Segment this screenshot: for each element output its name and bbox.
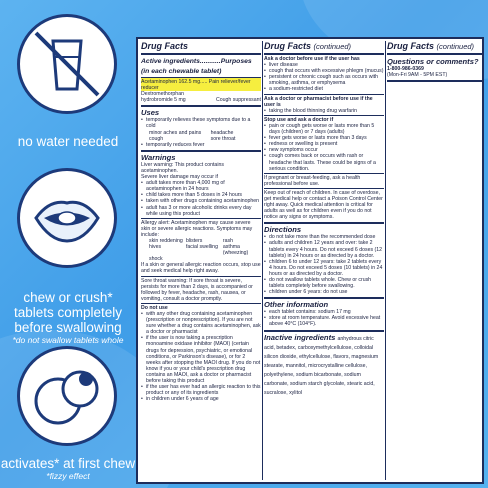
ask-pharmacist-item: • taking the blood thinning drug warfarin — [264, 108, 384, 114]
active-ingredients-sub: (in each chewable tablet) — [141, 68, 222, 75]
allergy-symptoms: skin reddening blisters rash hives facial swelling asthma (wheezing) shock — [149, 237, 249, 263]
ingredient-dextro: Dextromethorphan — [141, 91, 184, 98]
column-divider — [262, 41, 263, 480]
feature-column — [0, 0, 136, 488]
ask-doctor-list: • liver disease • cough that occurs with excessive phlegm (mucus) • persistent or chronic cough such as occurs with smoking, asthma, or emphysema • a sodium-restricted diet — [264, 62, 384, 92]
inactive-ingredients: Inactive ingredients anhydrous citric acid, betadex, carboxymethylcellulose, colloidal silicon dioxide, ethylcellulose, flavors, magnesium stearate, mannitol, microcrystalline cellulose, polyethylene, sodium bicarbonate, sodium carbonate, sodium starch glycolate, stearic acid, sucralose, xylitol — [264, 330, 384, 397]
no-glass-icon — [17, 14, 117, 114]
drug-facts-title-cont: Drug Facts (continued) — [264, 41, 384, 55]
keep-out-of-reach: Keep out of reach of children. In case of overdose, get medical help or contact a Poison Control Center right away. Quick medical attention is critical for adults as well as for children even if you do not notice any signs or symptoms. — [264, 189, 383, 221]
warnings-heading: Warnings — [141, 150, 261, 162]
mouth-tablet-icon — [17, 168, 117, 268]
active-ingredients-heading: Active ingredients...........Purposes — [141, 58, 252, 65]
liver-warning: Liver warning: This product contains acetaminophen. Severe liver damage may occur if — [141, 161, 224, 181]
phone-number: 1-800-986-0369 — [387, 66, 424, 72]
ingredient-dextro-row: hydrobromide 5 mg Cough suppressant — [141, 97, 261, 104]
do-not-use-list: • with any other drug containing acetaminophen (prescription or nonprescription). If you are not sure whether a drug contains acetaminophen, ask a doctor or pharmacist • if the user is now taking a prescription monoamine oxidase inhibitor (MAOI) (certain drugs for depression, psychiatric, or emotional conditions, or Parkinson's disease), or for 2 weeks after stopping the MAOI drug. If you do not know if you or your child's prescription drug contains an MAOI, ask a doctor or pharmacist before taking this product • if the user has ever had an allergic reaction to this product or any of its ingredients • in children under 6 years of age — [141, 311, 261, 402]
drug-facts-title: Drug Facts — [141, 41, 261, 55]
drug-facts-title-cont-2: Drug Facts (continued) — [387, 41, 483, 55]
other-info-heading: Other information — [264, 297, 384, 309]
uses-heading: Uses — [141, 105, 261, 117]
liver-list: • adult takes more than 4,000 mg of acetaminophen in 24 hours • child takes more than 5 doses in 24 hours • taken with other drugs containing acetaminophen • adult has 3 or more alcoholic drinks every day while using this product — [141, 180, 261, 217]
drug-facts-column-3 — [387, 41, 483, 480]
column-divider — [385, 41, 386, 480]
drug-facts-column-1: Drug Facts Active ingredients...........Purposes (in each chewable tablet) Acetaminophen 162.5 mg..... Pain reliever/fever reducer Dextromethorphan hydrobromide 5 mg Cough suppressant Uses • temporarily relieves these symptoms due to a cold minor aches and pains headache cough sore throat • temporarily reduces fever Warnings Liver warning: This product contains acetaminophen. Severe liver damage may occur if • adult takes more than 4,000 mg of acetaminophen in 24 hours • child takes more than 5 doses in 24 hours • taken with other drugs containing acetaminophen • adult has 3 or more alcoholic drinks every day while using this product Allergy alert: Acetaminophen may cause severe skin or severe allergic reactions. Symptoms may include: skin reddening blisters rash hives facial swelling asthma (wheezing) shock If a skin or general allergic reaction occurs, stop use and seek medical help right away. Sore throat warning: If sore throat is severe, persists for more than 2 days, is accompanied or followed by fever, headache, rash, nausea, or vomiting, consult a doctor promptly. Do not use • with any other drug containing acetaminophen (prescription or nonprescription). If you are not sure whether a drug contains acetaminophen, ask a doctor or pharmacist • if the user is now taking a prescription monoamine oxidase inhibitor (MAOI) (certain drugs for depression, psychiatric, or emotional conditions, or Parkinson's disease), or for 2 weeks after stopping the MAOI drug. If you do not know if you or your child's prescription drug contains an MAOI, ask a doctor or pharmacist before taking this product • if the user has ever had an allergic reaction to this product or any of its ingredients • in children under 6 years of age — [141, 41, 261, 480]
stop-use-list: • pain or cough gets worse or lasts more than 5 days (children) or 7 days (adults) • fever gets worse or lasts more than 3 days • redness or swelling is present • new symptoms occur • cough comes back or occurs with rash or headache that lasts. These could be signs of a serious condition. — [264, 123, 384, 172]
uses-symptoms: minor aches and pains headache cough sore throat — [149, 129, 236, 142]
feature-caption-1: no water needed — [17, 134, 119, 149]
questions-heading: Questions or comments? — [387, 57, 479, 66]
ask-pharmacist-heading: Ask a doctor or pharmacist before use if the user is — [264, 94, 384, 108]
feature-caption-2: chew or crush* tablets completely before swallowing *do not swallow tablets whole — [12, 290, 124, 345]
drug-facts-column-2 — [264, 41, 384, 480]
allergy-alert: Allergy alert: Acetaminophen may cause severe skin or severe allergic reactions. Symptoms may include: — [141, 218, 261, 238]
drug-facts-label — [136, 37, 484, 484]
directions-heading: Directions — [264, 222, 384, 234]
uses-list: • temporarily relieves these symptoms due to a cold — [141, 117, 261, 129]
bitten-tablet-icon — [17, 346, 117, 446]
ask-doctor-heading: Ask a doctor before use if the user has — [264, 56, 360, 62]
other-info-list: • each tablet contains: sodium 17 mg • store at room temperature. Avoid excessive heat above 40°C (104°F). — [264, 309, 384, 327]
directions-list: • do not take more than the recommended dose • adults and children 12 years and over: take 2 tablets every 4 hours. Do not exceed 6 doses (12 tablets) in 24 hours or as directed by a doctor. • children 6 to under 12 years: take 2 tablets every 4 hours. Do not exceed 5 doses (10 tablets) in 24 hours or as directed by a doctor. • do not swallow tablets whole. Chew or crush tablets completely before swallowing. • children under 6 years: do not use — [264, 234, 384, 295]
feature-caption-3: activates* at first chew *fizzy effect — [0, 456, 136, 481]
ingredient-acetaminophen: Acetaminophen 162.5 mg..... Pain reliever/fever reducer — [141, 77, 261, 91]
do-not-use-heading: Do not use — [141, 303, 261, 311]
allergy-tail: If a skin or general allergic reaction occurs, stop use and seek medical help right away. — [141, 262, 261, 275]
stop-use-heading: Stop use and ask a doctor if — [264, 115, 384, 123]
sore-throat-warning: Sore throat warning: If sore throat is severe, persists for more than 2 days, is accompanied or followed by fever, headache, rash, nausea, or vomiting, consult a doctor promptly. — [141, 276, 261, 302]
phone-hours: (Mon-Fri 9AM - 5PM EST) — [387, 72, 483, 82]
pregnancy-warning: If pregnant or breast-feeding, ask a health professional before use. — [264, 173, 384, 187]
